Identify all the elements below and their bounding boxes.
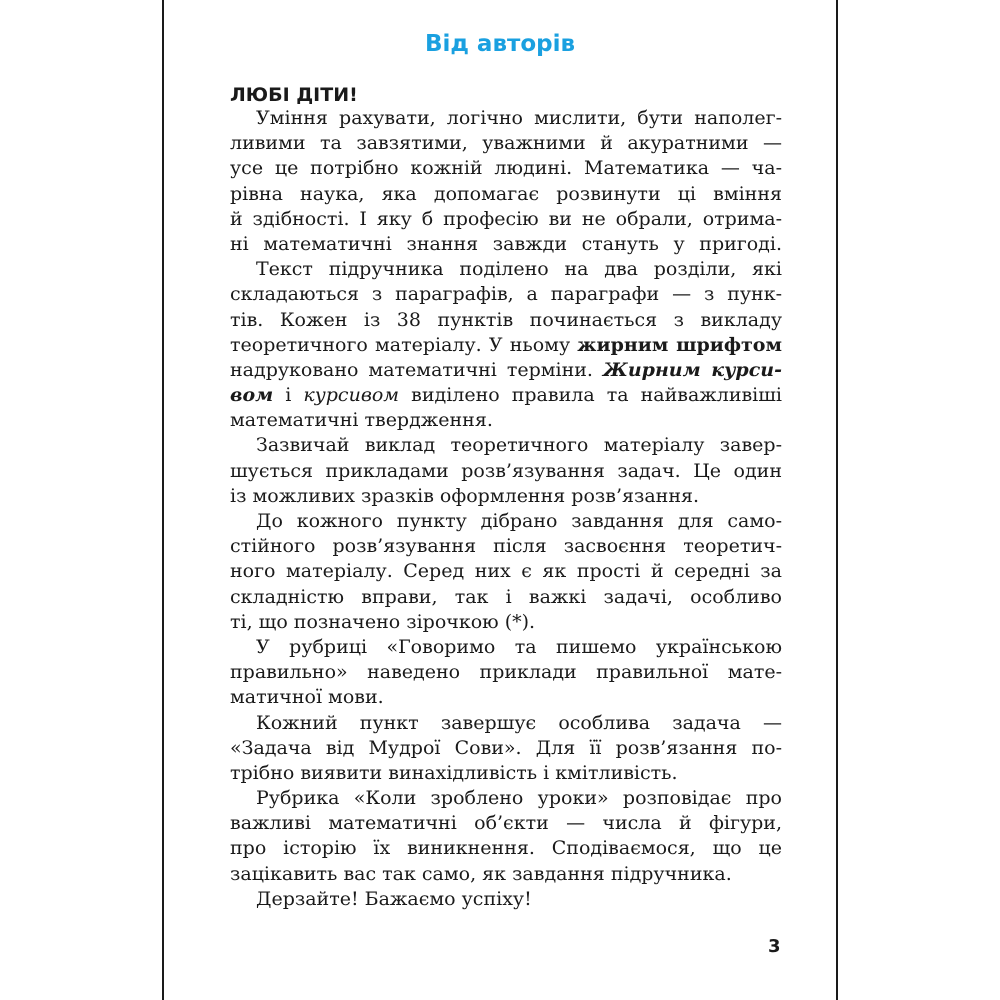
text-line: ні математичні знання завжди стануть у пригоді. xyxy=(230,232,782,255)
page-number: 3 xyxy=(768,936,781,957)
text-line: ного матеріалу. Серед них є як прості й середні за xyxy=(230,560,782,583)
text-line: математичні твердження. xyxy=(230,409,493,432)
body-text xyxy=(230,106,782,912)
text-line: Дерзайте! Бажаємо успіху! xyxy=(256,887,532,910)
text-line-mixed xyxy=(230,358,782,383)
text-run: і xyxy=(273,384,304,407)
text-line: й здібності. І яку б професію ви не обрали, отрима- xyxy=(230,207,782,230)
paragraph-2 xyxy=(230,257,782,433)
text-line: складністю вправи, так і важкі задачі, особливо xyxy=(230,585,782,608)
text-line: стійного розв’язування після засвоєння теоретич- xyxy=(230,535,782,558)
bold-italic-term: Жирним курси- xyxy=(602,358,782,381)
text-line: рівна наука, яка допомагає розвинути ці вміння xyxy=(230,182,782,205)
text-run: теоретичного матеріалу. У ньому xyxy=(230,333,578,356)
text-line: матичної мови. xyxy=(230,686,384,709)
text-line: ті, що позначено зірочкою (*). xyxy=(230,610,536,633)
book-page xyxy=(162,0,838,1000)
text-line: складаються з параграфів, а параграфи — з пунк- xyxy=(230,283,782,306)
text-line: Зазвичай виклад теоретичного матеріалу завер- xyxy=(256,434,782,457)
paragraph-8 xyxy=(230,887,782,912)
text-run: виділено правила та найважливіші xyxy=(399,384,782,407)
text-line: Текст підручника поділено на два розділи, які xyxy=(256,258,782,281)
paragraph-7 xyxy=(230,786,782,887)
paragraph-4 xyxy=(230,509,782,635)
text-line-mixed xyxy=(230,333,782,358)
paragraph-1 xyxy=(230,106,782,257)
text-line: трібно виявити винахідливість і кмітливість. xyxy=(230,761,678,784)
text-line: ливими та завзятими, уважними й акуратними — xyxy=(230,132,782,155)
text-line: У рубриці «Говоримо та пишемо українською xyxy=(256,635,782,658)
text-line: Уміння рахувати, логічно мислити, бути наполег- xyxy=(256,107,782,129)
text-run: надруковано математичні терміни. xyxy=(230,358,603,381)
paragraph-6 xyxy=(230,711,782,787)
page-title: Від авторів xyxy=(424,31,576,57)
text-line: шується прикладами розв’язування задач. Це один xyxy=(230,459,782,482)
text-line: із можливих зразків оформлення розв’язання. xyxy=(230,484,700,507)
greeting-heading: ЛЮБІ ДІТИ! xyxy=(230,84,358,106)
text-line: важливі математичні об’єкти — числа й фігури, xyxy=(230,812,782,835)
text-line: про історію їх виникнення. Сподіваємося, що це xyxy=(230,837,782,860)
bold-italic-term: вом xyxy=(230,384,274,407)
text-line: усе це потрібно кожній людині. Математика — ча- xyxy=(230,157,782,180)
text-line: До кожного пункту дібрано завдання для само- xyxy=(256,510,782,532)
text-line: правильно» наведено приклади правильної мате- xyxy=(230,661,782,684)
italic-term: курсивом xyxy=(303,384,400,407)
text-line: «Задача від Мудрої Сови». Для її розв’язання по- xyxy=(230,736,782,759)
text-line: зацікавить вас так само, як завдання підручника. xyxy=(230,862,732,885)
text-line: Кожний пункт завершує особлива задача — xyxy=(256,711,782,734)
text-line: Рубрика «Коли зроблено уроки» розповідає про xyxy=(256,787,782,810)
text-line: тів. Кожен із 38 пунктів починається з викладу xyxy=(230,308,782,331)
paragraph-5 xyxy=(230,635,782,711)
text-line-mixed xyxy=(230,383,782,408)
bold-term: жирним шрифтом xyxy=(577,333,782,356)
paragraph-3 xyxy=(230,433,782,509)
